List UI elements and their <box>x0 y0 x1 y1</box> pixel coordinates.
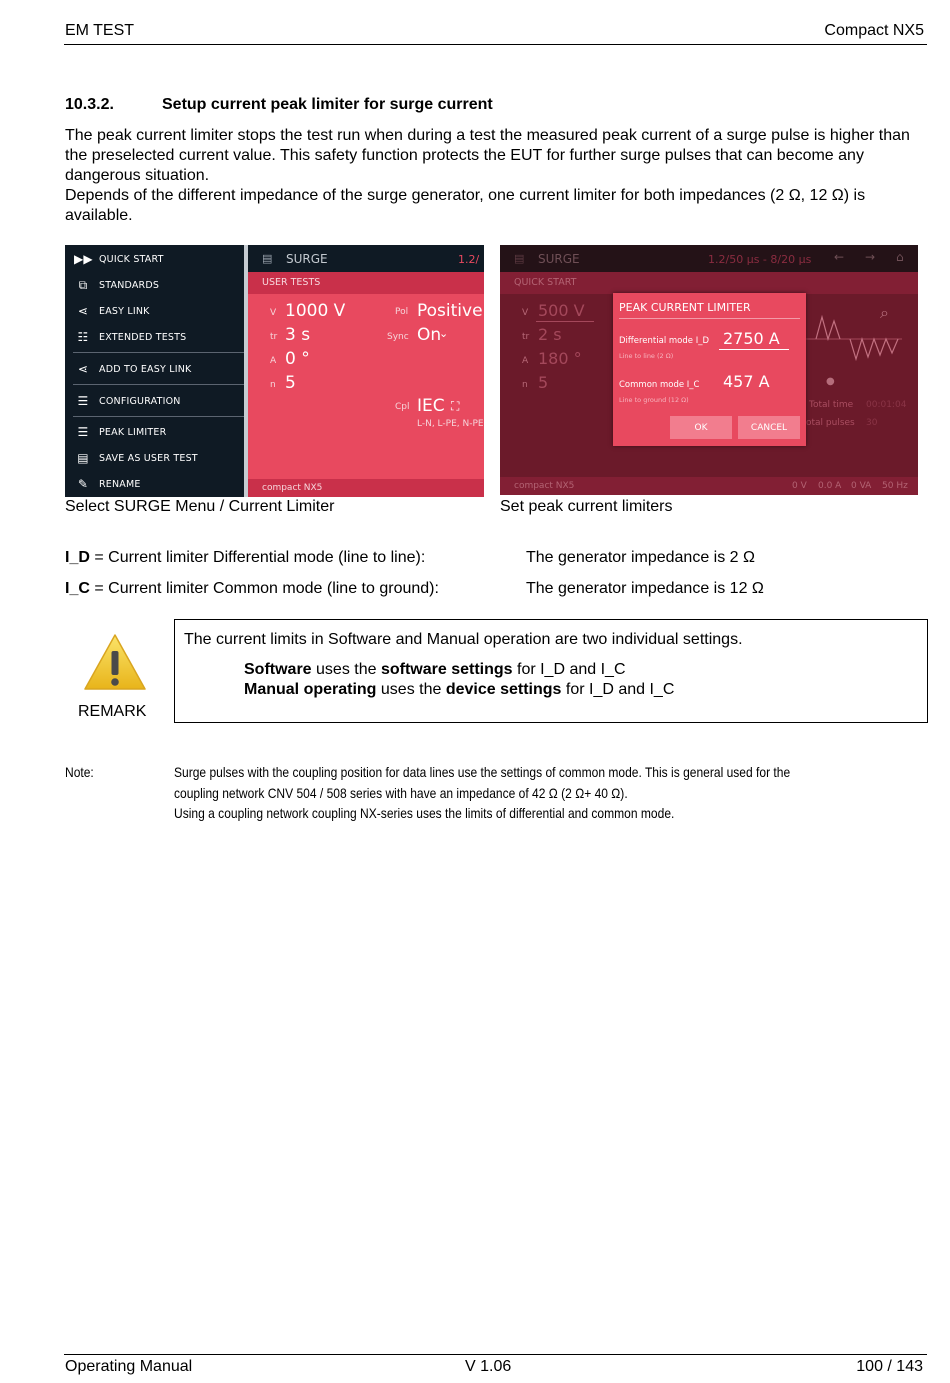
waveform-graph <box>806 307 906 367</box>
remark-line-3 <box>244 681 674 699</box>
screen-title-bar <box>500 245 918 272</box>
param-value[interactable]: 0 ° <box>285 349 310 369</box>
menu-item-label: QUICK START <box>99 253 164 265</box>
total-time-value: 00:01:04 <box>866 400 907 410</box>
impedance-id: The generator impedance is 2 Ω <box>526 549 755 566</box>
definition-id-text: = Current limiter Differential mode (line to line): <box>89 549 426 566</box>
menu-item-label: PEAK LIMITER <box>99 426 167 438</box>
share-icon: ⋖ <box>77 304 89 318</box>
common-value-field[interactable]: 457 A <box>723 372 770 391</box>
zoom-icon[interactable]: ⌕ <box>880 303 889 322</box>
param-value[interactable]: 5 <box>285 373 296 393</box>
expand-icon[interactable]: ⛶ <box>451 399 460 413</box>
param-value: 500 V <box>538 301 585 320</box>
param-label: n <box>522 380 528 390</box>
caption-left: Select SURGE Menu / Current Limiter <box>65 498 335 515</box>
menu-item-save-as-user-test[interactable] <box>65 445 243 471</box>
coupling-paths: L-N, L-PE, N-PE <box>417 419 484 429</box>
ok-button[interactable]: OK <box>670 416 732 439</box>
peak-limiter-screenshot <box>500 245 918 495</box>
term-id: I_D <box>65 549 90 566</box>
value-underline <box>536 321 594 322</box>
param-value: 180 ° <box>538 349 582 368</box>
menu-item-label: EXTENDED TESTS <box>99 331 187 343</box>
menu-item-label: RENAME <box>99 478 141 490</box>
menu-divider <box>73 416 245 417</box>
menu-divider <box>73 384 245 385</box>
param-label: V <box>522 308 529 318</box>
sub-header <box>500 272 918 294</box>
add-link-icon: ⋖ <box>77 362 89 376</box>
surge-menu-screenshot <box>65 245 484 497</box>
term-ic: I_C <box>65 580 90 597</box>
intro-paragraph-1: The peak current limiter stops the test run when during a test the measured peak current of a surge pulse is higher than the preselected current value. This safety function protects the EUT for further surge pulses that can become any dangerous situation. <box>65 127 910 184</box>
polarity-label: Pol <box>395 307 409 317</box>
note-line-1: Surge pulses with the coupling position for data lines use the settings of common mode. This is general used for the <box>174 764 791 780</box>
param-label: tr <box>522 332 530 342</box>
header-product: Compact NX5 <box>824 22 924 39</box>
menu-item-label: SAVE AS USER TEST <box>99 452 198 464</box>
footer-manual: Operating Manual <box>65 1358 193 1375</box>
screen-title-bar <box>248 245 484 272</box>
menu-item-standards[interactable] <box>65 272 243 298</box>
param-value: 5 <box>538 373 549 392</box>
total-time-label: Total time <box>809 400 854 410</box>
remark-text: uses the <box>376 681 446 698</box>
section-number: 10.3.2. <box>65 96 114 113</box>
play-forward-icon: ▶▶ <box>74 252 93 266</box>
menu-item-quick-start[interactable] <box>65 246 243 272</box>
param-label: V <box>270 308 277 318</box>
menu-item-label: CONFIGURATION <box>99 395 181 407</box>
extended-tests-icon: ☷ <box>77 330 89 344</box>
menu-item-configuration[interactable] <box>65 388 243 414</box>
definition-ic <box>65 580 439 598</box>
coupling-value[interactable]: IEC <box>417 396 445 416</box>
param-label: A <box>522 356 529 366</box>
differential-value-field[interactable]: 2750 A <box>723 329 780 348</box>
param-value[interactable]: 3 s <box>285 325 311 345</box>
list-icon: ▤ <box>514 252 525 265</box>
input-underline <box>719 349 789 350</box>
note-line-3: Using a coupling network coupling NX-series uses the limits of differential and common mode. <box>174 805 675 821</box>
remark-device-settings: device settings <box>445 681 562 698</box>
footer-rule <box>64 1354 927 1355</box>
device-name: compact NX5 <box>514 481 575 491</box>
sub-header <box>248 272 484 294</box>
caption-right: Set peak current limiters <box>500 498 673 515</box>
differential-label: Differential mode I_D <box>619 336 709 346</box>
coupling-label: Cpl <box>395 402 410 412</box>
side-menu <box>65 245 244 497</box>
header-title: EM TEST <box>65 22 135 39</box>
cancel-button[interactable]: CANCEL <box>738 416 800 439</box>
param-value[interactable]: 1000 V <box>285 301 346 321</box>
definition-ic-text: = Current limiter Common mode (line to ground): <box>89 580 439 597</box>
menu-item-extended-tests[interactable] <box>65 324 243 350</box>
total-pulses-value: 30 <box>866 418 878 428</box>
status-voltage: 0 V <box>792 481 807 491</box>
status-current: 0.0 A <box>818 481 842 491</box>
pencil-icon: ✎ <box>77 477 89 491</box>
menu-item-label: ADD TO EASY LINK <box>99 363 192 375</box>
header-rule <box>64 44 927 45</box>
status-bar <box>248 479 484 497</box>
menu-item-label: STANDARDS <box>99 279 160 291</box>
chevron-down-icon[interactable]: ⌄ <box>439 327 449 340</box>
sync-label: Sync <box>387 332 409 342</box>
sliders-icon: ☰ <box>77 425 89 439</box>
menu-item-rename[interactable] <box>65 471 243 497</box>
peak-current-limiter-dialog <box>613 293 806 446</box>
section-title: Setup current peak limiter for surge current <box>162 96 493 113</box>
sub-header-label: QUICK START <box>514 277 577 288</box>
save-icon: ▤ <box>77 451 89 465</box>
remark-software: Software <box>244 661 312 678</box>
status-power: 0 VA <box>851 481 872 491</box>
param-label: A <box>270 356 277 366</box>
intro-paragraph-2: Depends of the different impedance of the surge generator, one current limiter for both impedances (2 Ω, 12 Ω) is available. <box>65 187 866 224</box>
common-label: Common mode I_C <box>619 380 700 390</box>
waveform-label: 1.2/50 µs - 8/20 µs <box>708 253 812 266</box>
remark-label: REMARK <box>78 703 147 720</box>
remark-line-2 <box>244 661 626 679</box>
sliders-icon: ☰ <box>77 394 89 408</box>
screen-title: SURGE <box>538 252 580 266</box>
param-label: tr <box>270 332 278 342</box>
param-label: n <box>270 380 276 390</box>
footer-version: V 1.06 <box>465 1358 512 1375</box>
note-label: Note: <box>65 764 94 780</box>
waveform-label: 1.2/ <box>458 253 480 266</box>
device-name: compact NX5 <box>262 483 323 493</box>
indicator-icon: ● <box>826 376 835 387</box>
dialog-divider <box>619 318 800 319</box>
sub-header-label: USER TESTS <box>262 277 321 288</box>
remark-text: uses the <box>311 661 381 678</box>
menu-item-label: EASY LINK <box>99 305 150 317</box>
status-bar <box>500 477 918 495</box>
note-line-2: coupling network CNV 504 / 508 series with have an impedance of 42 Ω (2 Ω+ 40 Ω). <box>174 785 628 801</box>
menu-item-peak-limiter[interactable] <box>65 419 243 445</box>
sync-value[interactable]: On <box>417 325 442 345</box>
remark-line-1: The current limits in Software and Manual operation are two individual settings. <box>184 631 743 648</box>
standards-icon: ⧉ <box>78 277 88 292</box>
remark-box <box>174 619 928 723</box>
remark-manual: Manual operating <box>244 681 377 698</box>
list-icon: ▤ <box>262 252 273 265</box>
differential-sub: Line to line (2 Ω) <box>619 352 674 360</box>
remark-text: for I_D and I_C <box>561 681 675 698</box>
polarity-value[interactable]: Positive <box>417 301 483 321</box>
param-value: 2 s <box>538 325 562 344</box>
warning-icon <box>83 633 147 691</box>
dialog-title: PEAK CURRENT LIMITER <box>619 301 751 314</box>
remark-software-settings: software settings <box>380 661 513 678</box>
screen-title: SURGE <box>286 252 328 266</box>
status-frequency: 50 Hz <box>882 481 908 491</box>
definition-id <box>65 549 425 567</box>
total-pulses-label: otal pulses <box>806 418 855 428</box>
back-arrow-icon[interactable]: ← <box>834 250 845 264</box>
common-sub: Line to ground (12 Ω) <box>619 396 689 404</box>
menu-divider <box>73 352 245 353</box>
forward-arrow-icon[interactable]: → <box>865 250 876 264</box>
footer-page-number: 100 / 143 <box>856 1358 923 1375</box>
home-icon[interactable]: ⌂ <box>896 250 904 264</box>
remark-text: for I_D and I_C <box>512 661 626 678</box>
menu-item-easy-link[interactable] <box>65 298 243 324</box>
impedance-ic: The generator impedance is 12 Ω <box>526 580 764 597</box>
menu-item-add-to-easy-link[interactable] <box>65 356 243 382</box>
